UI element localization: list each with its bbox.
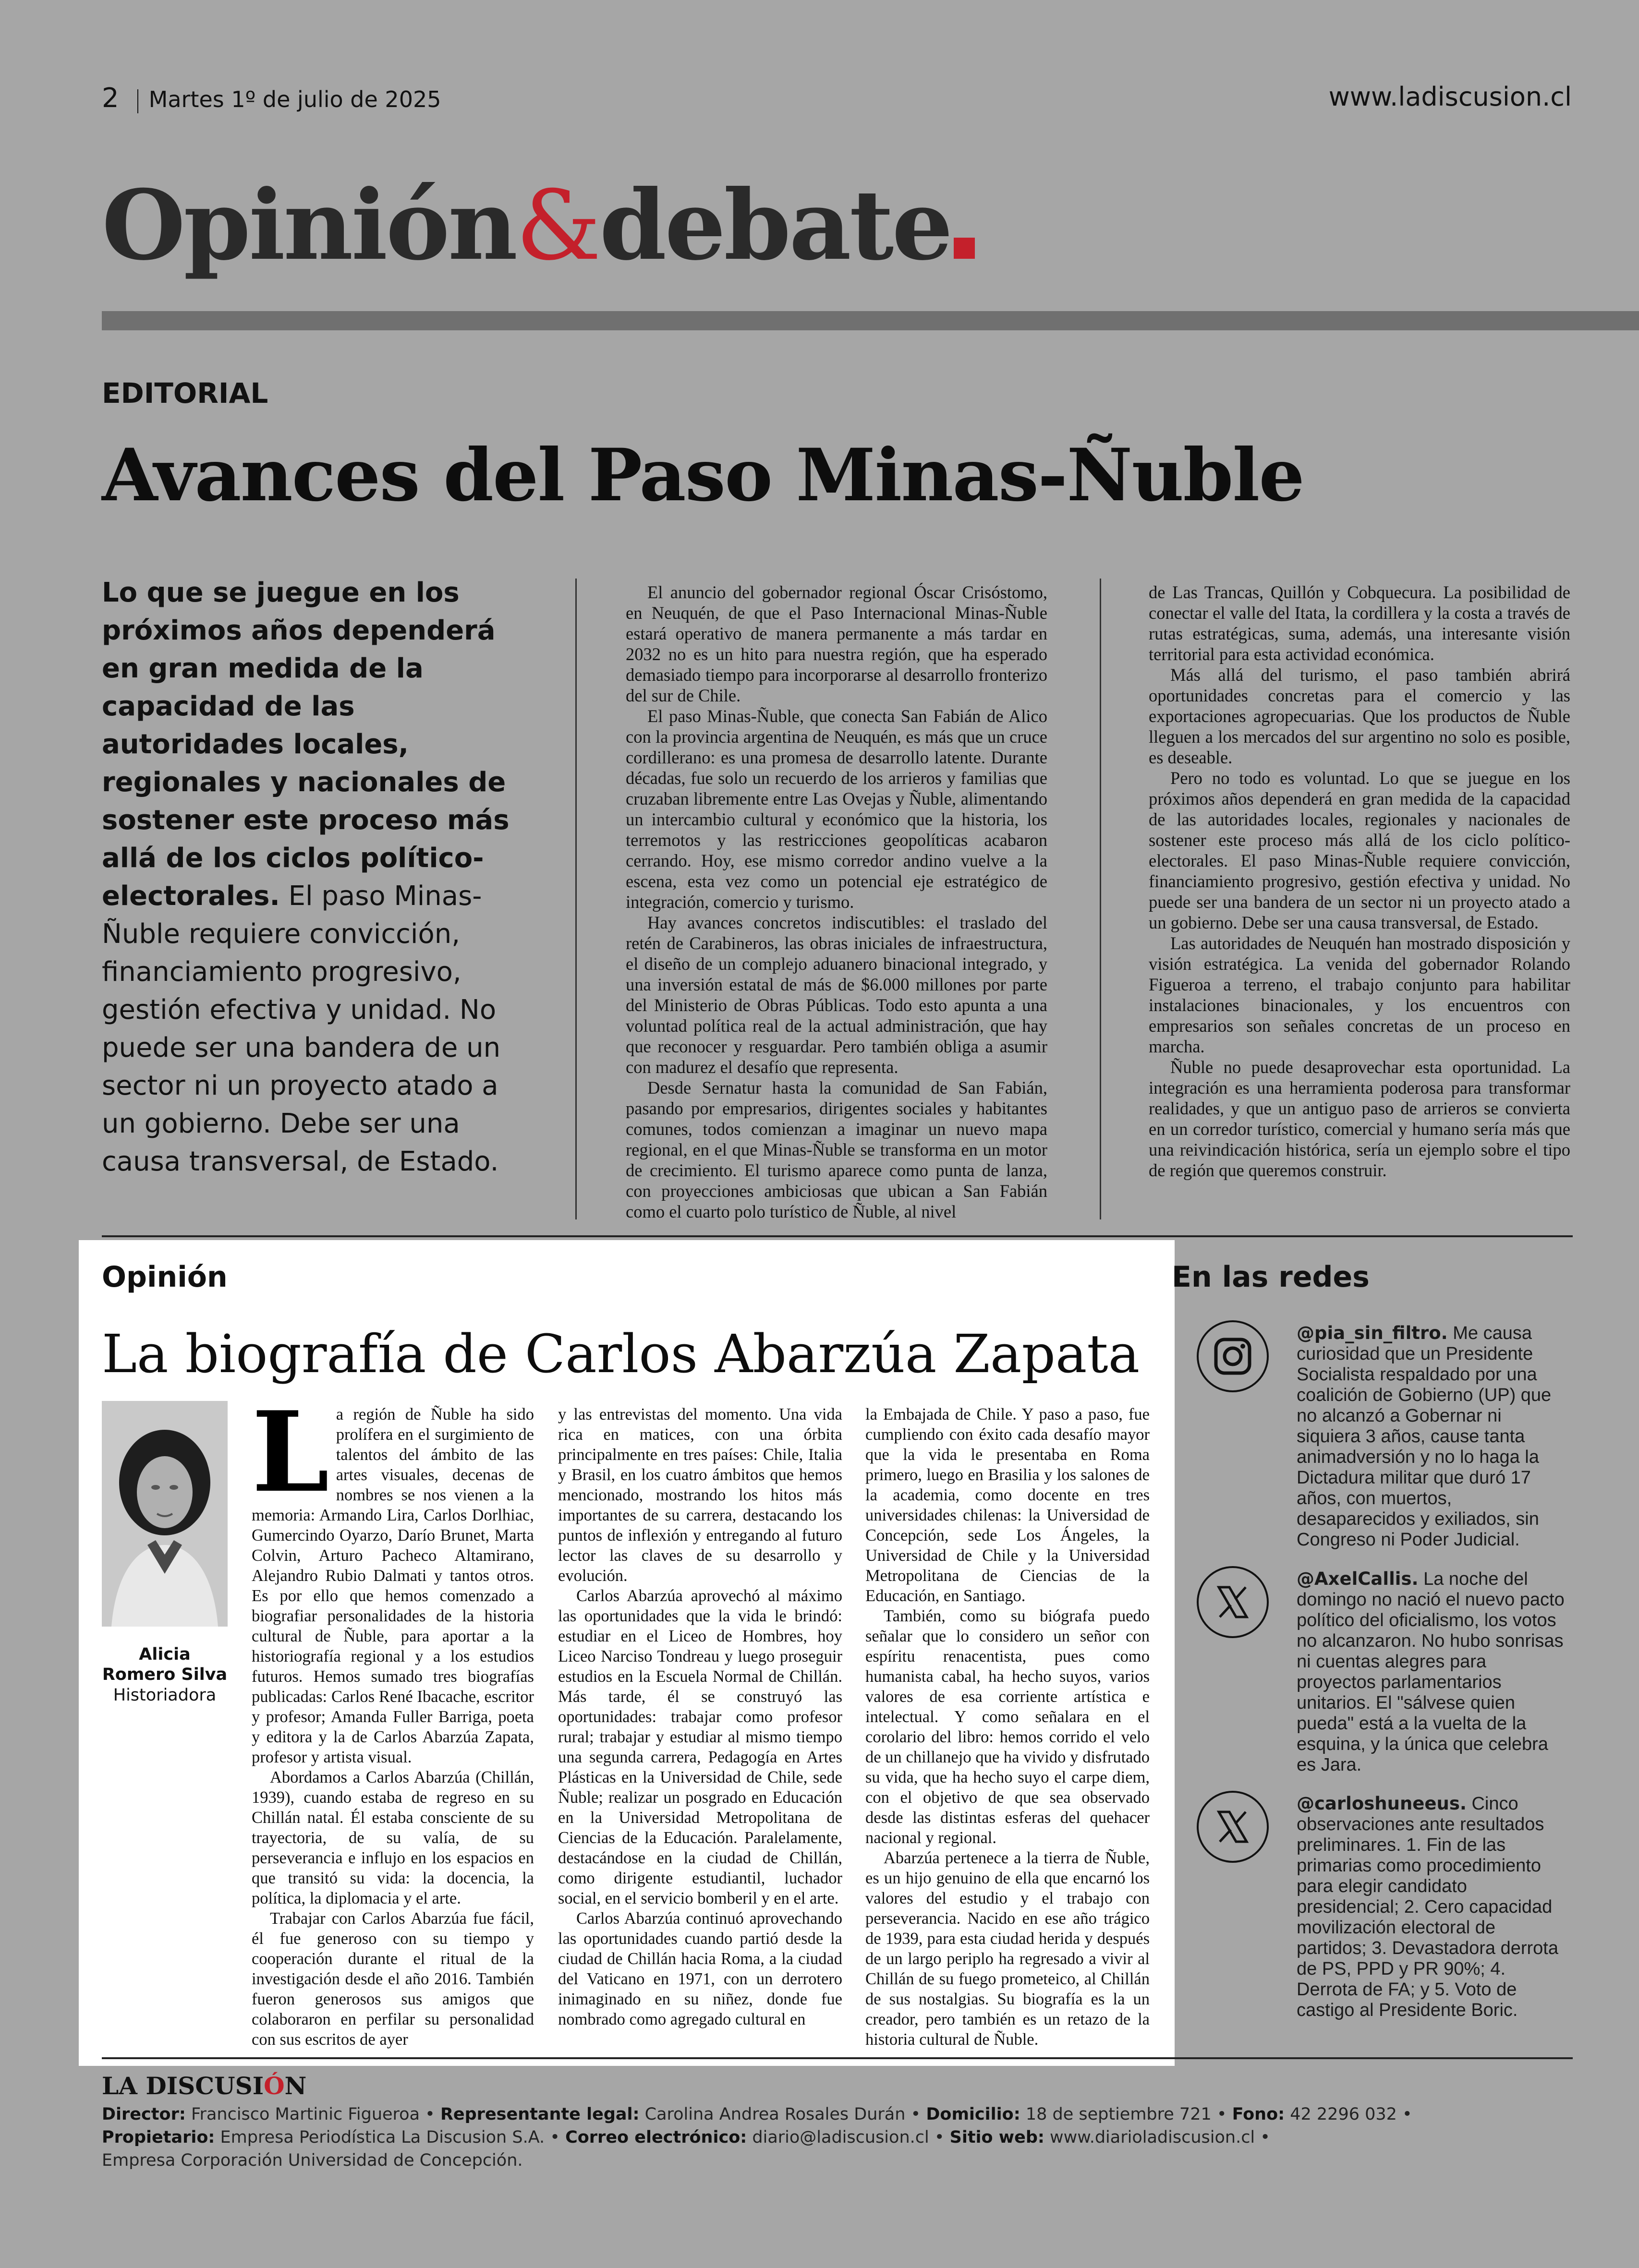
paragraph: Las autoridades de Neuquén han mostrado disposición y visión estratégica. La venida del gobernador Rolando Figueroa a terreno, el trabajo conjunto para habilitar instalaciones binacionales, y los encuentros con empresarios son señales concretas de un proceso en marcha. bbox=[1149, 933, 1570, 1056]
phone-label: Fono: bbox=[1232, 2105, 1285, 2124]
masthead-red-dot bbox=[954, 238, 975, 259]
author-name: Alicia Romero Silva bbox=[102, 1645, 228, 1684]
redes-text-1: Me causa curiosidad que un Presidente Socialista respaldado por una coalición de Gobierno (UP) que no alcanzó a Gobernar ni siquiera 3 años, cause tanta animadversión y no lo haga la Dictadura militar que duró 17 años, con muertos, desaparecidos y exiliados, sin Congreso ni Poder Judicial. bbox=[1297, 1323, 1552, 1550]
header-divider bbox=[137, 89, 138, 113]
drop-cap: L bbox=[252, 1387, 329, 1517]
editorial-headline: Avances del Paso Minas-Ñuble bbox=[102, 433, 1304, 518]
column-divider-2 bbox=[1100, 579, 1101, 1219]
instagram-icon[interactable] bbox=[1197, 1320, 1269, 1392]
author-photo bbox=[102, 1401, 228, 1627]
paragraph: la Embajada de Chile. Y paso a paso, fue cumpliendo con éxito cada desafío mayor que la vida le presentaba en Roma primero, luego en Brasilia y los salones de la academia, como docente en tres universidades chilenas: la Universidad de Concepción, sede Los Ángeles, la Universidad de Chile y la Universidad Metropolitana de Ciencias de la Educación, en Santiago. bbox=[865, 1405, 1150, 1605]
footer-credits-1 bbox=[102, 2103, 1412, 2126]
author-role: Historiadora bbox=[113, 1686, 217, 1705]
paragraph: Carlos Abarzúa continuó aprovechando las oportunidades cuando partió desde la ciudad de Chillán hacia Roma, a la ciudad del Vaticano en 1971, con un derrotero inimaginado en su niñez, donde fue nombrado como agregado cultural en bbox=[558, 1909, 842, 2028]
masthead-word-1: Opinión bbox=[102, 169, 516, 282]
masthead-rule bbox=[102, 311, 1639, 330]
footer-rule bbox=[102, 2057, 1573, 2059]
redes-handle-3[interactable]: @carloshuneeus. bbox=[1297, 1793, 1467, 1814]
editorial-column-2 bbox=[1149, 582, 1570, 1181]
paragraph: Hay avances concretos indiscutibles: el traslado del retén de Carabineros, las obras iniciales de infraestructura, el diseño de un complejo aduanero binacional integrado, y una inversión estatal de más de $6.000 millones por parte del Ministerio de Obras Públicas. Todo esto apunta a una voluntad política real de la actual administración, que hay que reconocer y resguardar. Pero también obliga a asumir con madurez el desafío que representa. bbox=[626, 913, 1047, 1077]
director-label: Director: bbox=[102, 2105, 186, 2124]
redes-handle-1[interactable]: @pia_sin_filtro. bbox=[1297, 1323, 1448, 1343]
redes-post-3 bbox=[1297, 1793, 1566, 2021]
paragraph: Desde Sernatur hasta la comunidad de San Fabián, pasando por empresarios, dirigentes sociales y habitantes comunes, todos comienzan a imaginar un nuevo mapa regional, en el que Minas-Ñuble se transforma en un motor de crecimiento. El turismo aparece como punta de lanza, con proyecciones ambiciosas que ubican a San Fabián como el cuarto polo turístico de Ñuble, al nivel bbox=[626, 1078, 1047, 1221]
column-divider-1 bbox=[575, 579, 577, 1219]
x-icon[interactable] bbox=[1197, 1566, 1269, 1638]
paragraph: Más allá del turismo, el paso también abrirá oportunidades concretas para el comercio y las exportaciones agropecuarias. Que los productos de Ñuble lleguen a los mercados del sur argentino no solo es posible, es deseable. bbox=[1149, 665, 1570, 767]
paragraph: Trabajar con Carlos Abarzúa fue fácil, él fue generoso con su tiempo y cooperación durante el ritual de la investigación desde el año 2016. También fueron generosos sus amigos que colaboraron en perfilar su personalidad con sus escritos de ayer bbox=[252, 1909, 534, 2049]
paragraph: El paso Minas-Ñuble, que conecta San Fabián de Alico con la provincia argentina de Neuquén, es más que un cruce cordillerano: es una promesa de desarrollo latente. Durante décadas, fue solo un recuerdo de los arrieros y familias que cruzaban libremente entre Las Ovejas y Ñuble, alimentando un intercambio cultural y económico que la historia, los terremotos y las restricciones geopolíticas acabaron cerrando. Hoy, ese mismo corredor andino vuelve a la escena, esta vez como un potencial eje estratégico de integración, comercio y turismo. bbox=[626, 706, 1047, 912]
paragraph: Abarzúa pertenece a la tierra de Ñuble, es un hijo genuino de ella que encarnó los valores del estudio y el trabajo con perseverancia. Nacido en ese año trágico de 1939, para esta ciudad herida y después de un largo periplo ha regresado a vivir al Chillán de su fuego prometeico, al Chillán de sus nostalgias. Su biografía es la un creador, pero también es un retazo de la historia cultural de Ñuble. bbox=[865, 1849, 1150, 2049]
rep-value: Carolina Andrea Rosales Durán • bbox=[639, 2105, 926, 2124]
logo-text-end: N bbox=[284, 2072, 307, 2100]
section-masthead bbox=[102, 170, 975, 281]
website-url[interactable]: www.ladiscusion.cl bbox=[1328, 82, 1572, 112]
editorial-lead-bold: Lo que se juegue en los próximos años dependerá en gran medida de la capacidad de las autoridades locales, regionales y nacionales de sostener este proceso más allá de los ciclos político-electorales. bbox=[102, 577, 510, 912]
footer-credits-2 bbox=[102, 2126, 1270, 2149]
footer-corp: Empresa Corporación Universidad de Concepción. bbox=[102, 2151, 523, 2170]
phone-value: 42 2296 032 • bbox=[1285, 2105, 1412, 2124]
paragraph: También, como su biógrafa puedo señalar que lo considero un señor con espíritu renacentista, pues como humanista cabal, ha hecho suyos, varios valores de esa corriente artística e intelectual. Y como señalara en el corolario del libro: hemos corrido el velo de un chillanejo que ha vivido y disfrutado su vida, que ha hecho suyo el carpe diem, con el objetivo de que sea observado desde las distintas esferas del quehacer nacional y regional. bbox=[865, 1607, 1150, 1847]
editorial-column-1 bbox=[626, 582, 1047, 1222]
editorial-lead bbox=[102, 574, 534, 1181]
opinion-headline: La biografía de Carlos Abarzúa Zapata bbox=[102, 1323, 1140, 1385]
paragraph: Carlos Abarzúa aprovechó al máximo las oportunidades que la vida le brindó: estudiar en el Liceo de Hombres, hoy Liceo Narciso Tondreau y luego proseguir estudios en la Escuela Normal de Chillán. Más tarde, él se construyó las oportunidades: trabajar como profesor rural; trabajar y estudiar al mismo tiempo una segunda carrera, Pedagogía en Artes Plásticas en la Universidad de Chile, sede Ñuble; realizar un posgrado en Educación en la Universidad Metropolitana de Ciencias de la Educación. Paralelamente, destacándose en la ciudad de Chillán, como dirigente estudiantil, luchador social, en el servicio bomberil y en el arte. bbox=[558, 1587, 842, 1907]
newspaper-logo bbox=[102, 2072, 306, 2100]
paragraph: y las entrevistas del momento. Una vida rica en matices, con una órbita principalmente en tres países: Chile, Italia y Brasil, en los cuatro ámbitos que hemos mencionado, mostrando los hitos más importantes de su carrera, destacando los puntos de inflexión y entregando al futuro lector las claves de su desarrollo y evolución. bbox=[558, 1405, 842, 1585]
rep-label: Representante legal: bbox=[440, 2105, 640, 2124]
opinion-kicker: Opinión bbox=[102, 1260, 228, 1294]
address-value: 18 de septiembre 721 • bbox=[1020, 2105, 1232, 2124]
masthead-word-2: debate bbox=[599, 169, 951, 282]
masthead-ampersand: & bbox=[516, 170, 600, 282]
paragraph: Pero no todo es voluntad. Lo que se juegue en los próximos años dependerá en gran medida de la capacidad de las autoridades locales, regionales y nacionales de sostener este proceso más allá de los ciclo político-electorales. El paso Minas-Ñuble requiere convicción, financiamiento progresivo, gestión efectiva y unidad. No puede ser una bandera de un sector ni un proyecto atado a un gobierno. Debe ser una causa transversal, de Estado. bbox=[1149, 768, 1570, 932]
paragraph: Ñuble no puede desaprovechar esta oportunidad. La integración es una herramienta poderosa para transformar realidades, y que un antiguo paso de arrieros se convierta en un corredor turístico, comercial y humano sería más que una reivindicación histórica, sería un ejemplo sobre el tipo de región que queremos construir. bbox=[1149, 1057, 1570, 1180]
email-label: Correo electrónico: bbox=[565, 2128, 747, 2147]
paragraph: a región de Ñuble ha sido prolífera en el surgimiento de talentos del ámbito de las artes visuales, decenas de nombres se nos vienen a la memoria: Armando Lira, Carlos Dorlhiac, Gumercindo Oyarzo, Darío Brunet, Marta Colvin, Arturo Pacheco Altamirano, Alejandro Rubio Dalmati y tantos otros. Es por ello que hemos comenzado a biografiar personalidades de la historia cultural de Ñuble, para aportar a la historiografía regional y a los estudios futuros. Hemos sumado tres biografías publicadas: Carlos René Ibacache, escritor y profesor; Amanda Fuller Barriga, poeta y editora y la de Carlos Abarzúa Zapata, profesor y artista visual. bbox=[252, 1405, 534, 1766]
owner-label: Propietario: bbox=[102, 2128, 215, 2147]
director-value: Francisco Martinic Figueroa • bbox=[185, 2105, 440, 2124]
redes-text-2: La noche del domingo no nació el nuevo pacto político del oficialismo, los votos no alcanzaron. No hubo sonrisas ni cuentas alegres para proyectos parlamentarios unitarios. El "sálvese quien pueda" está a la vuelta de la esquina, y la única que celebra es Jara. bbox=[1297, 1569, 1565, 1775]
paragraph: El anuncio del gobernador regional Óscar Crisóstomo, en Neuquén, de que el Paso Internacional Minas-Ñuble estará operativo de manera permanente a más tardar en 2032 no es un hito para nuestra región, que ha esperado demasiado tiempo para incorporarse al desarrollo fronterizo del sur de Chile. bbox=[626, 582, 1047, 705]
email-value[interactable]: diario@ladiscusion.cl • bbox=[747, 2128, 950, 2147]
opinion-column-2 bbox=[558, 1404, 842, 2029]
issue-date: Martes 1º de julio de 2025 bbox=[148, 86, 441, 112]
web-value[interactable]: www.diarioladiscusion.cl • bbox=[1044, 2128, 1270, 2147]
redes-handle-2[interactable]: @AxelCallis. bbox=[1297, 1568, 1419, 1589]
editorial-lead-normal: El paso Minas-Ñuble requiere convicción, financiamiento progresivo, gestión efectiva y unidad. No puede ser una bandera de un sector ni un proyecto atado a un gobierno. Debe ser una causa transversal, de Estado. bbox=[102, 881, 501, 1177]
paragraph: de Las Trancas, Quillón y Cobquecura. La posibilidad de conectar el valle del Itata, la cordillera y la costa a través de rutas estratégicas, suma, además, una interesante visión territorial para esta actividad económica. bbox=[1149, 582, 1570, 664]
opinion-column-1 bbox=[252, 1387, 534, 2050]
owner-value: Empresa Periodística La Discusion S.A. • bbox=[215, 2128, 566, 2147]
redes-text-3: Cinco observaciones ante resultados preliminares. 1. Fin de las primarias como procedimiento para elegir candidato presidencial; 2. Cero capacidad movilización electoral de partidos; 3. Devastadora derrota de PS, PPD y PR 90%; 4. Derrota de FA; y 5. Voto de castigo al Presidente Boric. bbox=[1297, 1794, 1558, 2020]
editorial-kicker: EDITORIAL bbox=[102, 377, 268, 410]
logo-accent: Ó bbox=[264, 2072, 285, 2100]
logo-text: LA DISCUSI bbox=[102, 2072, 264, 2100]
x-icon[interactable] bbox=[1197, 1791, 1269, 1863]
author-portrait-icon bbox=[102, 1401, 228, 1627]
section-rule bbox=[102, 1235, 1573, 1237]
opinion-column-3 bbox=[865, 1404, 1150, 2050]
paragraph: Abordamos a Carlos Abarzúa (Chillán, 1939), cuando estaba de regreso en su Chillán natal. Él estaba consciente de su trayectoria, de su valía, de su perseverancia e influjo en los espacios en que transitó su vida: la docencia, la política, la diplomacia y el arte. bbox=[252, 1768, 534, 1907]
redes-title: En las redes bbox=[1172, 1260, 1370, 1294]
web-label: Sitio web: bbox=[949, 2128, 1044, 2147]
page-header bbox=[102, 83, 441, 114]
address-label: Domicilio: bbox=[926, 2105, 1020, 2124]
redes-post-1 bbox=[1297, 1323, 1566, 1550]
page-number: 2 bbox=[102, 83, 119, 114]
redes-post-2 bbox=[1297, 1568, 1566, 1775]
